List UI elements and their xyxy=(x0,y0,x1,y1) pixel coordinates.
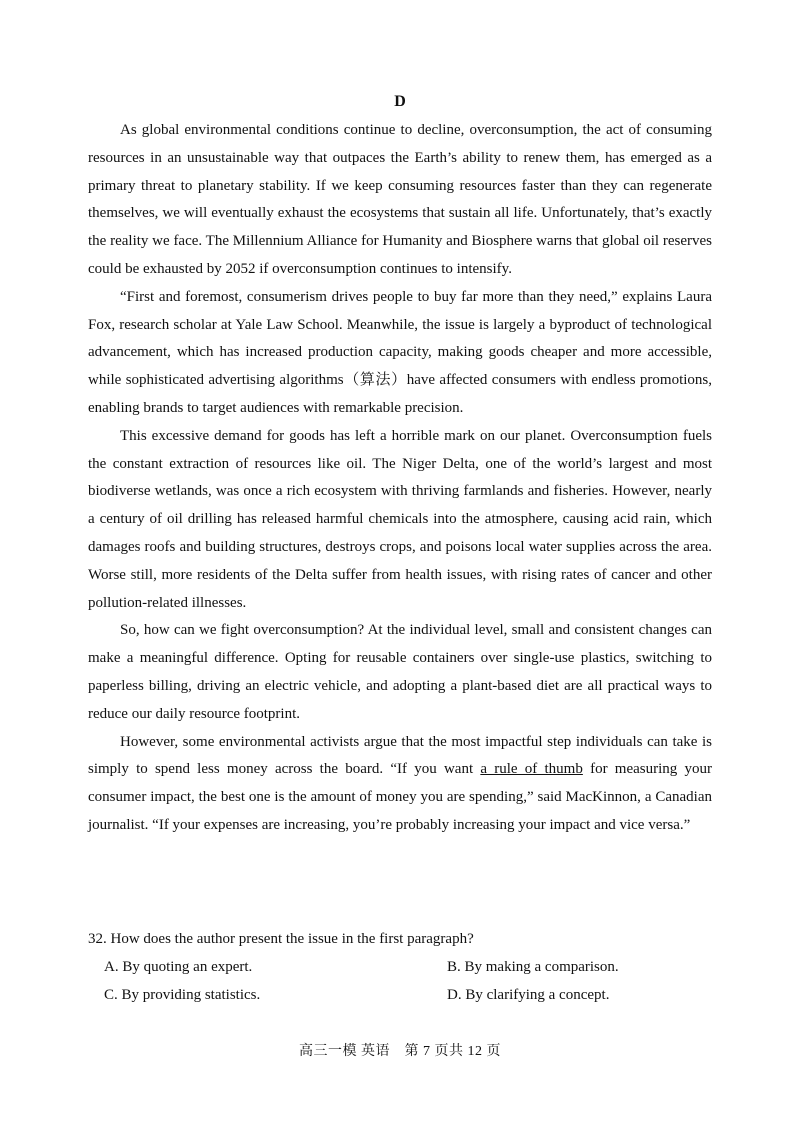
page-footer: 高三一模 英语 第 7 页共 12 页 xyxy=(299,1044,501,1059)
option-c: C. By providing statistics. xyxy=(104,987,261,1003)
option-b: B. By making a comparison. xyxy=(447,959,619,975)
paragraph-3: This excessive demand for goods has left a horrible mark on our planet. Overconsumption fuels the constant extraction of resources like oil. The Niger Delta, one of the world’s largest and most biodiverse wetlands, was once a rich ecosystem with thriving farmlands and fisheries. However, nearly a century of oil drilling has released harmful chemicals into the atmosphere, causing acid rain, which damages roofs and building structures, destroys crops, and poisons local water supplies across the area. Worse still, more residents of the Delta suffer from health issues, with rising rates of cancer and other pollution-related illnesses. xyxy=(88,427,712,611)
option-d: D. By clarifying a concept. xyxy=(447,987,610,1003)
question-32 xyxy=(88,925,712,1009)
paragraph-5 xyxy=(88,729,712,840)
reading-passage xyxy=(88,117,712,840)
paragraph-5-after: for measuring your consumer impact, the best one is the amount of money you are spending,” said MacKinnon, a Canadian journalist. “If your expenses are increasing, you’re probably increasing your impact and vice versa.” xyxy=(88,761,713,833)
paragraph-4: So, how can we fight overconsumption? At the individual level, small and consistent changes can make a meaningful difference. Opting for reusable containers over single-use plastics, switching to paperless billing, driving an electric vehicle, and adopting a plant-based diet are all practical ways to reduce our daily resource footprint. xyxy=(88,622,712,722)
paragraph-2: “First and foremost, consumerism drives people to buy far more than they need,” explains Laura Fox, research scholar at Yale Law School. Meanwhile, the issue is largely a byproduct of technological advancement, which has increased production capacity, making goods cheaper and more accessible, while sophisticated advertising algorithms（算法）have affected consumers with endless promotions, enabling brands to target audiences with remarkable precision. xyxy=(88,288,712,416)
paragraph-5-before: However, some environmental activists argue that the most impactful step individuals can take is simply to spend less money across the board. “If you want xyxy=(88,733,712,778)
question-stem: 32. How does the author present the issue in the first paragraph? xyxy=(88,931,474,947)
section-heading: D xyxy=(394,93,406,110)
paragraph-1: As global environmental conditions continue to decline, overconsumption, the act of consuming resources in an unsustainable way that outpaces the Earth’s ability to renew them, has emerged as a primary threat to planetary stability. If we keep consuming resources faster than they can regenerate themselves, we will eventually exhaust the ecosystems that sustain all life. Unfortunately, that’s exactly the reality we face. The Millennium Alliance for Humanity and Biosphere warns that global oil reserves could be exhausted by 2052 if overconsumption continues to intensify. xyxy=(88,122,712,277)
answer-options xyxy=(88,953,712,1009)
underlined-phrase: a rule of thumb xyxy=(480,761,583,778)
option-a: A. By quoting an expert. xyxy=(104,959,253,975)
